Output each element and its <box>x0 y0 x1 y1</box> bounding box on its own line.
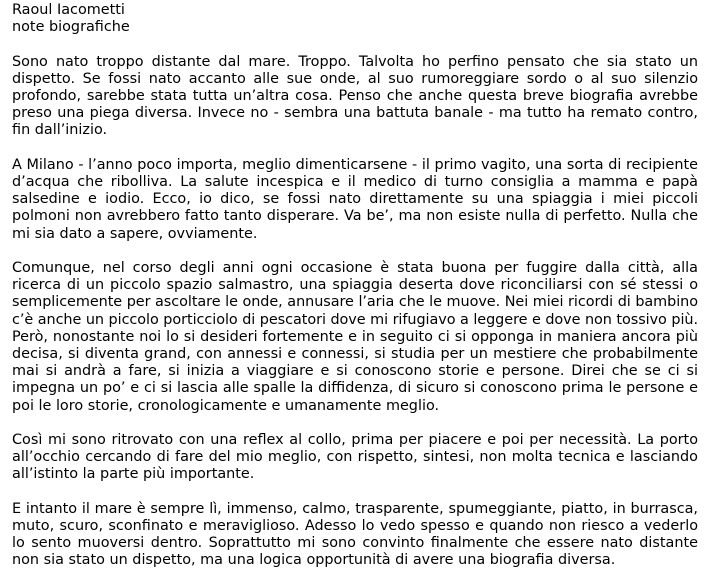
text-line: impegna un po’ e ci si lascia alle spalle la diffidenza, di sicuro si conoscono prima le persone e <box>12 380 698 397</box>
text-line: salsedine e iodio. Ecco, io dico, se fossi nato direttamente su una spiaggia i miei piccoli <box>12 191 698 208</box>
text-line: Sono nato troppo distante dal mare. Troppo. Talvolta ho perfino pensato che sia stato un <box>12 53 698 70</box>
text-line: decisa, si diventa grand, con annessi e connessi, si studia per un mestiere che probabilmente <box>12 346 698 363</box>
text-line: ricerca di un piccolo spazio salmastro, una spiaggia deserta dove riconciliarsi con sé stessi o <box>12 277 698 294</box>
text-line: non sia stato un dispetto, ma una logica opportunità di avere una biografia diversa. <box>12 552 616 569</box>
text-line: preso una piega diversa. Invece no - sembra una battuta banale - ma tutto ha remato contro, <box>12 105 698 122</box>
document-page <box>12 2 698 570</box>
paragraph-1 <box>12 54 698 140</box>
paragraph-2 <box>12 157 698 243</box>
text-line: A Milano - l’anno poco importa, meglio dimenticarsene - il primo vagito, una sorta di recipiente <box>12 156 698 173</box>
text-line: muto, scuro, sconfinato e meraviglioso. Adesso lo vedo spesso e quando non riesco a vederlo <box>12 518 698 535</box>
text-line: poi le loro storie, cronologicamente e umanamente meglio. <box>12 397 440 414</box>
text-line: profondo, sarebbe stata tutta un’altra cosa. Penso che anche questa breve biografia avrebbe <box>12 88 698 104</box>
text-line: all’occhio cercando di fare del mio meglio, con rispetto, sintesi, non molta tecnica e lasciando <box>12 449 698 466</box>
paragraph-4 <box>12 432 698 484</box>
text-line: E intanto il mare è sempre lì, immenso, calmo, trasparente, spumeggiante, piatto, in burrasca, <box>12 500 698 517</box>
text-line: polmoni non avrebbero fatto tanto disperare. Va be’, ma non esiste nulla di perfetto. Nulla che <box>12 208 698 225</box>
text-line: Però, nonostante noi lo si desideri fortemente e in seguito ci si opponga in maniera ancora più <box>12 328 698 345</box>
text-line: c’è anche un piccolo porticciolo di pescatori dove mi rifugiavo a leggere e dove non tossivo più. <box>12 311 698 328</box>
text-line: d’acqua che ribolliva. La salute incespica e il medico di turno consiglia a mamma e papà <box>12 174 698 190</box>
paragraph-5 <box>12 501 698 570</box>
text-line: mi sia dato a sapere, ovviamente. <box>12 225 258 242</box>
text-line: mai si andrà a fare, si inizia a viaggiare e si conoscono storie e persone. Direi che se ci si <box>12 363 698 380</box>
paragraph-3 <box>12 260 698 415</box>
document-subtitle: note biografiche <box>12 19 130 36</box>
text-line: fin dall’inizio. <box>12 122 108 139</box>
text-line: dispetto. Se fossi nato accanto alle sue onde, al suo rumoreggiare sordo o al suo silenzio <box>12 70 698 87</box>
text-line: all’istinto la parte più importante. <box>12 466 255 483</box>
text-line: semplicemente per ascoltare le onde, annusare l’aria che le muove. Nei miei ricordi di bambino <box>12 294 698 311</box>
text-line: Così mi sono ritrovato con una reflex al collo, prima per piacere e poi per necessità. La porto <box>12 432 698 449</box>
text-line: Comunque, nel corso degli anni ogni occasione è stata buona per fuggire dalla città, alla <box>12 260 698 276</box>
author-name: Raoul Iacometti <box>12 2 125 18</box>
text-line: lo sento muoversi dentro. Soprattutto mi sono convinto finalmente che essere nato distante <box>12 535 698 552</box>
